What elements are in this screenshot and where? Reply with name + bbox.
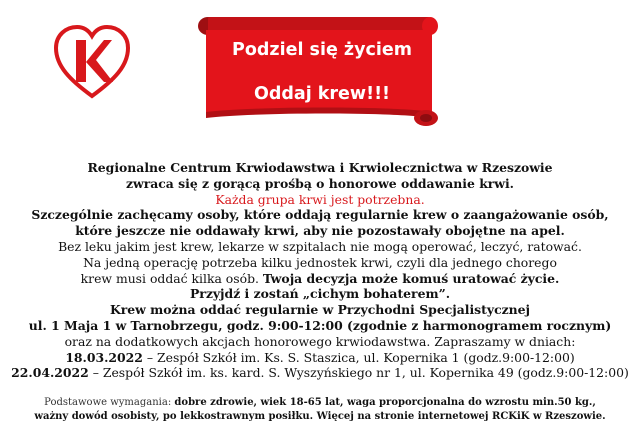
clinic-line: Krew można oddać regularnie w Przychodni Specjalistycznej bbox=[109, 302, 531, 318]
encourage-line-1: Szczególnie zachęcamy osoby, które oddają regularnie krew o zaangażowanie osób, bbox=[31, 207, 609, 223]
decision-text: Twoja decyzja może komuś uratować życie. bbox=[262, 270, 560, 286]
banner-title: Podziel się życiem bbox=[232, 40, 412, 60]
organization-name: Regionalne Centrum Krwiodawstwa i Krwiolecznictwa w Rzeszowie bbox=[87, 160, 553, 175]
heart-k-logo-icon bbox=[52, 22, 132, 102]
date-item-2 bbox=[0, 365, 640, 381]
requirements-text-2: ważny dowód osobisty, po lekkostrawnym posiłku. Więcej na stronie internetowej RCKiK w Rzeszowie. bbox=[34, 410, 606, 422]
operation-line: Na jedną operację potrzeba kilku jednostek krwi, czyli dla jednego chorego bbox=[83, 254, 557, 270]
appeal-text bbox=[0, 160, 640, 381]
address-line: ul. 1 Maja 1 w Tarnobrzegu, godz. 9:00-12:00 (zgodnie z harmonogramem rocznym) bbox=[28, 317, 612, 333]
appeal-line: zwraca się z gorącą prośbą o honorowe oddawanie krwi. bbox=[126, 175, 514, 191]
requirements-label: Podstawowe wymagania: bbox=[44, 397, 172, 408]
donors-text: krew musi oddać kilka osób. bbox=[80, 270, 259, 286]
date-1: 18.03.2022 bbox=[65, 349, 143, 365]
date-1-location: – Zespół Szkół im. Ks. S. Staszica, ul. Kopernika 1 (godz.9:00-12:00) bbox=[146, 349, 575, 365]
medicine-line: Bez leku jakim jest krew, lekarze w szpitalach nie mogą operować, leczyć, ratować. bbox=[58, 238, 582, 254]
blood-group-note: Każda grupa krwi jest potrzebna. bbox=[215, 191, 425, 207]
scroll-banner bbox=[196, 14, 440, 128]
requirements-text-1: dobre zdrowie, wiek 18-65 lat, waga proporcjonalna do wzrostu min.50 kg., bbox=[174, 397, 596, 408]
date-2: 22.04.2022 bbox=[11, 365, 89, 381]
decision-line bbox=[0, 271, 640, 287]
date-2-location: – Zespół Szkół im. ks. kard. S. Wyszyńskiego nr 1, ul. Kopernika 49 (godz.9:00-12:00) bbox=[92, 365, 629, 381]
hero-line: Przyjdź i zostań „cichym bohaterem”. bbox=[189, 286, 451, 302]
date-item-1 bbox=[0, 350, 640, 366]
requirements-line-1 bbox=[0, 396, 640, 410]
extra-actions-line: oraz na dodatkowych akcjach honorowego krwiodawstwa. Zapraszamy w dniach: bbox=[64, 333, 576, 349]
requirements bbox=[0, 396, 640, 423]
encourage-line-2: które jeszcze nie oddawały krwi, aby nie pozostawały obojętne na apel. bbox=[75, 223, 565, 239]
banner-subtitle: Oddaj krew!!! bbox=[253, 84, 391, 104]
